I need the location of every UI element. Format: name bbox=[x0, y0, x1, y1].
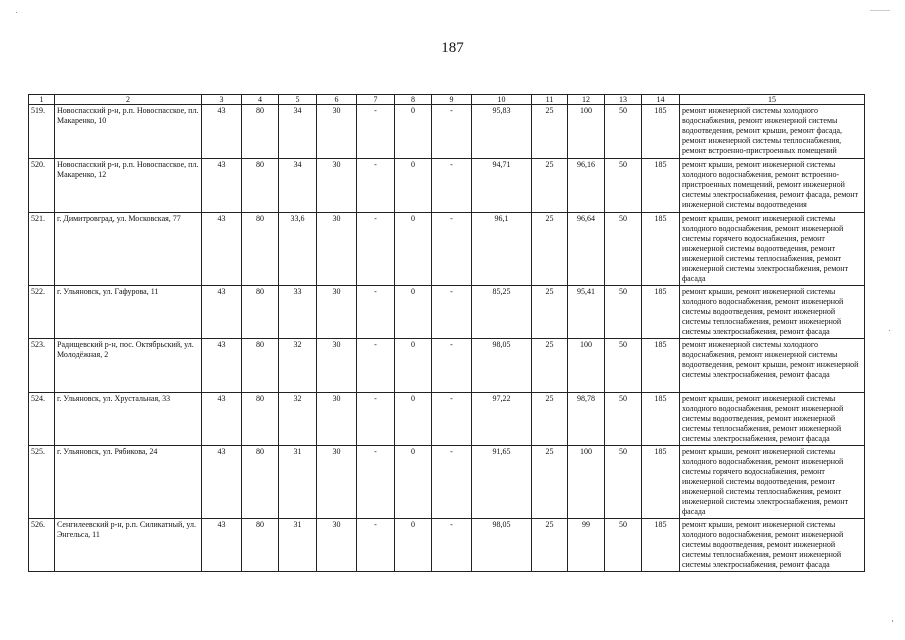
value-cell: 96,64 bbox=[568, 213, 605, 286]
value-cell: 43 bbox=[202, 519, 242, 572]
value-cell: 0 bbox=[395, 446, 432, 519]
value-cell: 30 bbox=[317, 339, 357, 393]
address-cell: Новоспасский р-н, р.п. Новоспасское, пл. Макаренко, 12 bbox=[55, 159, 202, 213]
works-description: ремонт крыши, ремонт инженерной системы холодного водоснабжения, ремонт инженерной системы водоотведения, ремонт инженерной системы теплоснабжения, ремонт инженерной системы электроснабжения, ремонт фасада bbox=[680, 519, 865, 572]
value-cell: 30 bbox=[317, 393, 357, 446]
row-number: 526. bbox=[29, 519, 55, 572]
row-number: 522. bbox=[29, 286, 55, 339]
value-cell: 43 bbox=[202, 159, 242, 213]
value-cell: - bbox=[357, 446, 395, 519]
value-cell: 100 bbox=[568, 339, 605, 393]
value-cell: 33,6 bbox=[279, 213, 317, 286]
value-cell: 185 bbox=[642, 105, 680, 159]
value-cell: 96,1 bbox=[472, 213, 532, 286]
table-row bbox=[29, 213, 865, 286]
value-cell: - bbox=[432, 286, 472, 339]
value-cell: 185 bbox=[642, 339, 680, 393]
header-cell: 3 bbox=[202, 95, 242, 105]
value-cell: 185 bbox=[642, 159, 680, 213]
value-cell: 80 bbox=[242, 213, 279, 286]
value-cell: 99 bbox=[568, 519, 605, 572]
works-description: ремонт крыши, ремонт инженерной системы холодного водоснабжения, ремонт инженерной системы водоотведения, ремонт инженерной системы теплоснабжения, ремонт инженерной системы электроснабжения, ремонт фасада bbox=[680, 286, 865, 339]
value-cell: - bbox=[357, 159, 395, 213]
value-cell: 25 bbox=[532, 105, 568, 159]
table-row bbox=[29, 286, 865, 339]
value-cell: 31 bbox=[279, 446, 317, 519]
value-cell: 96,16 bbox=[568, 159, 605, 213]
value-cell: 30 bbox=[317, 213, 357, 286]
value-cell: - bbox=[357, 339, 395, 393]
value-cell: 185 bbox=[642, 286, 680, 339]
value-cell: 0 bbox=[395, 393, 432, 446]
value-cell: 0 bbox=[395, 159, 432, 213]
table-row bbox=[29, 105, 865, 159]
value-cell: 31 bbox=[279, 519, 317, 572]
header-cell: 4 bbox=[242, 95, 279, 105]
value-cell: - bbox=[432, 213, 472, 286]
header-cell: 11 bbox=[532, 95, 568, 105]
value-cell: 30 bbox=[317, 286, 357, 339]
row-number: 521. bbox=[29, 213, 55, 286]
value-cell: 100 bbox=[568, 105, 605, 159]
repair-program-table bbox=[28, 94, 865, 572]
value-cell: 0 bbox=[395, 105, 432, 159]
value-cell: 33 bbox=[279, 286, 317, 339]
value-cell: 80 bbox=[242, 393, 279, 446]
value-cell: 0 bbox=[395, 286, 432, 339]
table-row bbox=[29, 446, 865, 519]
value-cell: 100 bbox=[568, 446, 605, 519]
page-number: 187 bbox=[441, 40, 464, 56]
value-cell: 30 bbox=[317, 446, 357, 519]
value-cell: 185 bbox=[642, 519, 680, 572]
value-cell: 91,65 bbox=[472, 446, 532, 519]
value-cell: - bbox=[432, 159, 472, 213]
value-cell: 80 bbox=[242, 105, 279, 159]
value-cell: 0 bbox=[395, 519, 432, 572]
value-cell: 43 bbox=[202, 213, 242, 286]
address-cell: Новоспасский р-н, р.п. Новоспасское, пл. Макаренко, 10 bbox=[55, 105, 202, 159]
value-cell: 95,83 bbox=[472, 105, 532, 159]
value-cell: 43 bbox=[202, 286, 242, 339]
value-cell: - bbox=[432, 393, 472, 446]
value-cell: 43 bbox=[202, 339, 242, 393]
value-cell: 32 bbox=[279, 339, 317, 393]
value-cell: - bbox=[357, 519, 395, 572]
header-cell: 7 bbox=[357, 95, 395, 105]
value-cell: 80 bbox=[242, 339, 279, 393]
value-cell: 50 bbox=[605, 105, 642, 159]
value-cell: 85,25 bbox=[472, 286, 532, 339]
value-cell: 30 bbox=[317, 159, 357, 213]
value-cell: 98,05 bbox=[472, 339, 532, 393]
value-cell: 50 bbox=[605, 519, 642, 572]
header-cell: 8 bbox=[395, 95, 432, 105]
address-cell: г. Ульяновск, ул. Хрустальная, 33 bbox=[55, 393, 202, 446]
header-cell: 13 bbox=[605, 95, 642, 105]
column-number-row bbox=[29, 95, 865, 105]
value-cell: 98,78 bbox=[568, 393, 605, 446]
scan-artifact bbox=[16, 12, 17, 13]
value-cell: - bbox=[432, 519, 472, 572]
table-row bbox=[29, 393, 865, 446]
value-cell: 185 bbox=[642, 446, 680, 519]
scan-artifact bbox=[870, 10, 890, 11]
value-cell: 32 bbox=[279, 393, 317, 446]
value-cell: 80 bbox=[242, 519, 279, 572]
value-cell: 50 bbox=[605, 446, 642, 519]
value-cell: 25 bbox=[532, 393, 568, 446]
value-cell: - bbox=[357, 286, 395, 339]
value-cell: - bbox=[357, 105, 395, 159]
value-cell: 50 bbox=[605, 213, 642, 286]
address-cell: г. Димитровград, ул. Московская, 77 bbox=[55, 213, 202, 286]
value-cell: 50 bbox=[605, 159, 642, 213]
value-cell: 25 bbox=[532, 519, 568, 572]
value-cell: 25 bbox=[532, 213, 568, 286]
value-cell: 185 bbox=[642, 213, 680, 286]
table-row bbox=[29, 339, 865, 393]
value-cell: 43 bbox=[202, 105, 242, 159]
header-cell: 14 bbox=[642, 95, 680, 105]
value-cell: 0 bbox=[395, 339, 432, 393]
address-cell: г. Ульяновск, ул. Гафурова, 11 bbox=[55, 286, 202, 339]
value-cell: 30 bbox=[317, 519, 357, 572]
header-cell: 9 bbox=[432, 95, 472, 105]
value-cell: 80 bbox=[242, 286, 279, 339]
address-cell: Радищевский р-н, пос. Октябрьский, ул. Молодёжная, 2 bbox=[55, 339, 202, 393]
table-row bbox=[29, 519, 865, 572]
works-description: ремонт инженерной системы холодного водоснабжения, ремонт инженерной системы водоотведения, ремонт крыши, ремонт инженерной системы электроснабжения, ремонт фасада bbox=[680, 339, 865, 393]
header-cell: 12 bbox=[568, 95, 605, 105]
value-cell: 34 bbox=[279, 159, 317, 213]
value-cell: 98,05 bbox=[472, 519, 532, 572]
value-cell: 0 bbox=[395, 213, 432, 286]
value-cell: - bbox=[432, 105, 472, 159]
works-description: ремонт крыши, ремонт инженерной системы холодного водоснабжения, ремонт инженерной системы водоотведения, ремонт инженерной системы теплоснабжения, ремонт инженерной системы электроснабжения, ремонт фасада bbox=[680, 393, 865, 446]
header-cell: 10 bbox=[472, 95, 532, 105]
header-cell: 2 bbox=[55, 95, 202, 105]
address-cell: Сенгилеевский р-н, р.п. Силикатный, ул. Энгельса, 11 bbox=[55, 519, 202, 572]
value-cell: 30 bbox=[317, 105, 357, 159]
row-number: 523. bbox=[29, 339, 55, 393]
value-cell: 25 bbox=[532, 339, 568, 393]
value-cell: 43 bbox=[202, 446, 242, 519]
value-cell: 25 bbox=[532, 159, 568, 213]
value-cell: 50 bbox=[605, 286, 642, 339]
works-description: ремонт крыши, ремонт инженерной системы холодного водоснабжения, ремонт инженерной системы горячего водоснабжения, ремонт инженерной системы водоотведения, ремонт инженерной системы теплоснабжения, ремонт инженерной системы электроснабжения, ремонт фасада bbox=[680, 213, 865, 286]
row-number: 524. bbox=[29, 393, 55, 446]
value-cell: - bbox=[357, 213, 395, 286]
row-number: 525. bbox=[29, 446, 55, 519]
value-cell: 25 bbox=[532, 446, 568, 519]
value-cell: 95,41 bbox=[568, 286, 605, 339]
header-cell: 15 bbox=[680, 95, 865, 105]
header-cell: 1 bbox=[29, 95, 55, 105]
header-cell: 5 bbox=[279, 95, 317, 105]
value-cell: 50 bbox=[605, 393, 642, 446]
address-cell: г. Ульяновск, ул. Рябикова, 24 bbox=[55, 446, 202, 519]
value-cell: 97,22 bbox=[472, 393, 532, 446]
value-cell: 43 bbox=[202, 393, 242, 446]
value-cell: 25 bbox=[532, 286, 568, 339]
header-cell: 6 bbox=[317, 95, 357, 105]
value-cell: 80 bbox=[242, 446, 279, 519]
works-description: ремонт крыши, ремонт инженерной системы холодного водоснабжения, ремонт инженерной системы горячего водоснабжения, ремонт инженерной системы водоотведения, ремонт инженерной системы теплоснабжения, ремонт инженерной системы электроснабжения, ремонт фасада bbox=[680, 446, 865, 519]
scan-artifact bbox=[889, 330, 890, 331]
value-cell: - bbox=[357, 393, 395, 446]
works-description: ремонт инженерной системы холодного водоснабжения, ремонт инженерной системы водоотведения, ремонт крыши, ремонт фасада, ремонт инженерной системы теплоснабжения, ремонт встроенно-пристроенных помещений bbox=[680, 105, 865, 159]
value-cell: 185 bbox=[642, 393, 680, 446]
value-cell: - bbox=[432, 446, 472, 519]
value-cell: 94,71 bbox=[472, 159, 532, 213]
works-description: ремонт крыши, ремонт инженерной системы холодного водоснабжения, ремонт встроенно-пристроенных помещений, ремонт инженерной системы электроснабжения, ремонт фасада, ремонт инженерной системы водоотведения bbox=[680, 159, 865, 213]
value-cell: - bbox=[432, 339, 472, 393]
row-number: 519. bbox=[29, 105, 55, 159]
value-cell: 34 bbox=[279, 105, 317, 159]
value-cell: 80 bbox=[242, 159, 279, 213]
table-row bbox=[29, 159, 865, 213]
scan-artifact bbox=[892, 620, 893, 622]
value-cell: 50 bbox=[605, 339, 642, 393]
row-number: 520. bbox=[29, 159, 55, 213]
